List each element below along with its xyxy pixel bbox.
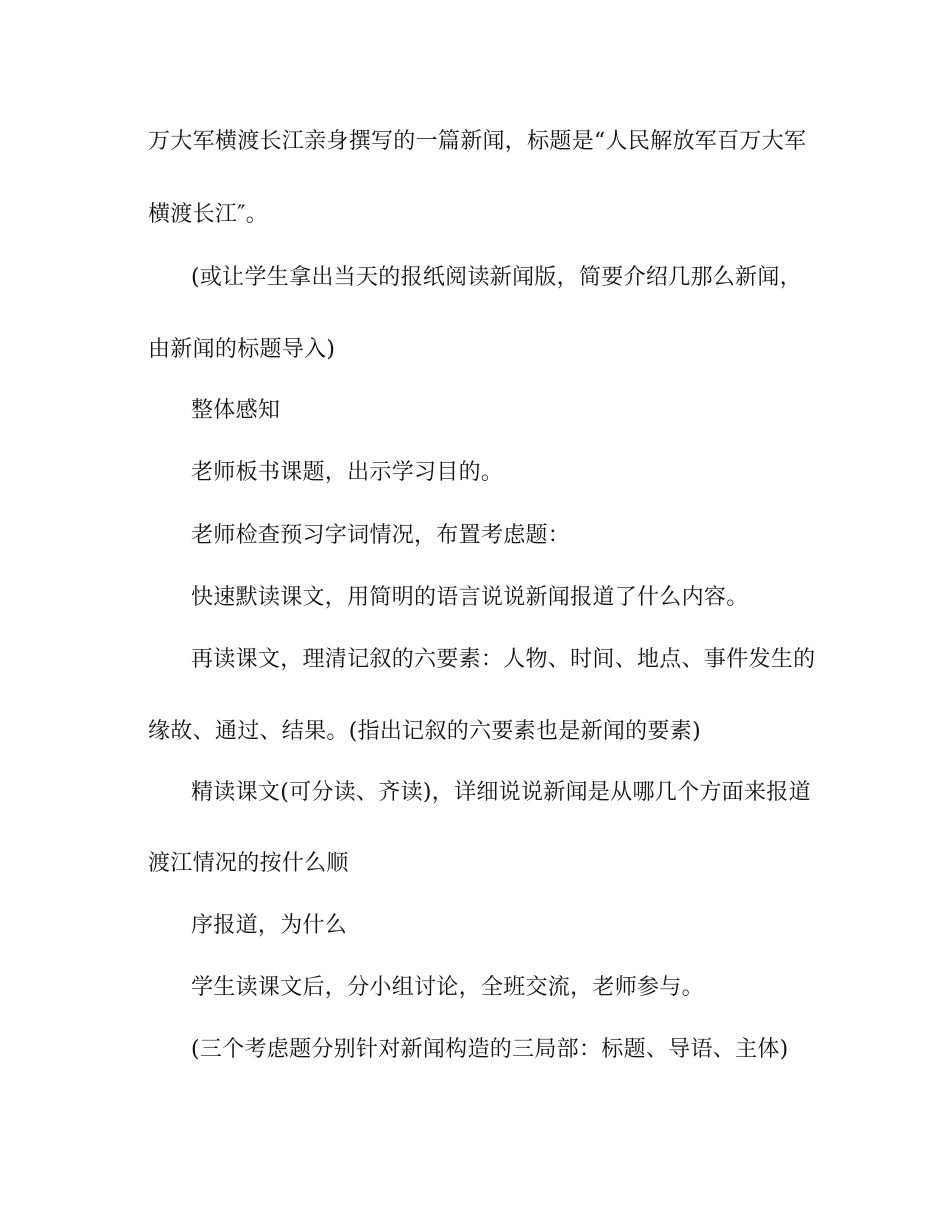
paragraph-line: 快速默读课文，用简明的语言说说新闻报道了什么内容。 [191, 585, 749, 610]
paragraph-line: 序报道，为什么 [191, 913, 348, 938]
paragraph-line: 老师检查预习字词情况，布置考虑题： [191, 523, 571, 548]
paragraph-line: 横渡长江″。 [148, 202, 269, 227]
paragraph-line: 学生读课文后，分小组讨论，全班交流，老师参与。 [191, 975, 704, 1000]
paragraph-line: 万大军横渡长江亲身撰写的一篇新闻，标题是“人民解放军百万大军 [148, 129, 807, 154]
paragraph-line: 渡江情况的按什么顺 [148, 851, 349, 876]
paragraph-line: (三个考虑题分别针对新闻构造的三局部：标题、导语、主体) [191, 1037, 789, 1062]
section-heading: 整体感知 [191, 398, 281, 423]
paragraph-line: 缘故、通过、结果。(指出记叙的六要素也是新闻的要素) [148, 719, 701, 744]
paragraph-line: 由新闻的标题导入) [148, 337, 336, 362]
paragraph-line: (或让学生拿出当天的报纸阅读新闻版，简要介绍几那么新闻， [191, 265, 802, 290]
paragraph-line: 老师板书课题，出示学习目的。 [191, 460, 504, 485]
paragraph-line: 再读课文，理清记叙的六要素：人物、时间、地点、事件发生的 [191, 647, 816, 672]
paragraph-line: 精读课文(可分读、齐读)，详细说说新闻是从哪几个方面来报道 [191, 780, 811, 805]
